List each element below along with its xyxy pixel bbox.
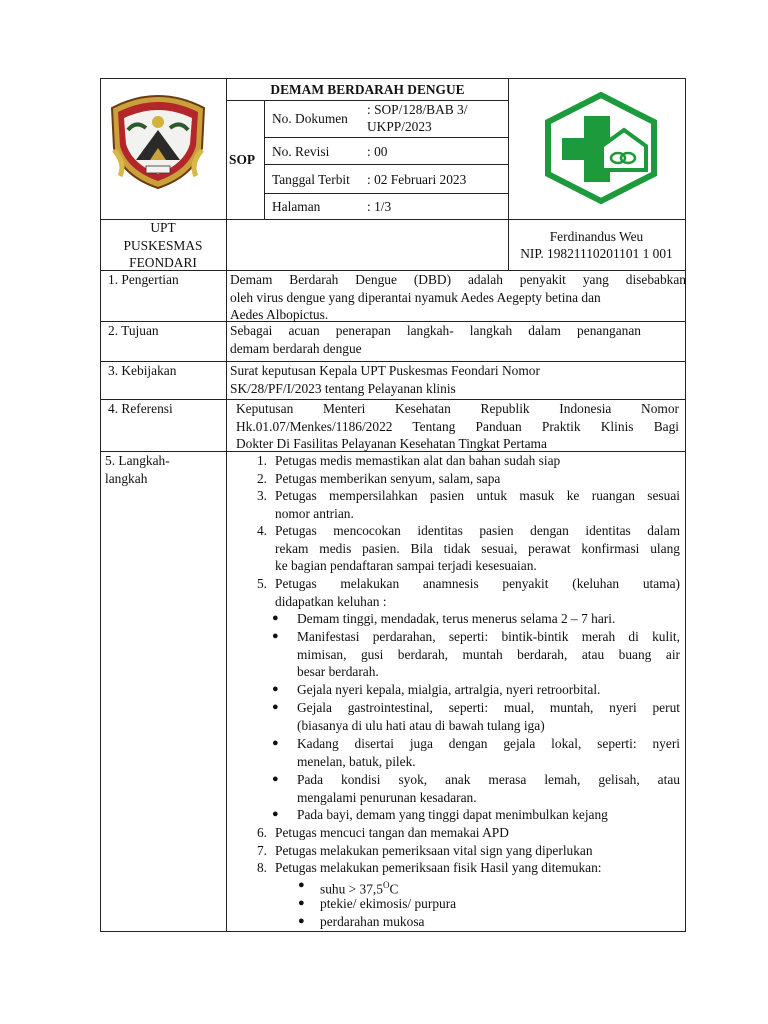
text-kebijakan bbox=[230, 362, 680, 397]
step-text: Petugas mencocokan identitas pasien dengan identitas dalam bbox=[275, 523, 680, 538]
label-referensi: 4. Referensi bbox=[108, 401, 173, 416]
bullet-text: besar berdarah. bbox=[297, 664, 379, 679]
field-value-no-dokumen-cont: UKPP/2023 bbox=[367, 119, 432, 134]
kebijakan-line-1: Surat keputusan Kepala UPT Puskesmas Feondari Nomor bbox=[230, 363, 540, 378]
step-text: didapatkan keluhan : bbox=[275, 593, 387, 609]
text-pengertian bbox=[230, 271, 686, 324]
signatory-name: Ferdinandus Weu bbox=[549, 229, 644, 244]
step-number: 2. bbox=[256, 471, 267, 486]
field-value-no-revisi: : 00 bbox=[367, 144, 388, 159]
bullet-text: perdarahan mukosa bbox=[320, 914, 425, 929]
step-number: 4. bbox=[256, 523, 267, 538]
step-number: 5. bbox=[256, 576, 267, 591]
referensi-line-3: Dokter Di Fasilitas Pelayanan Kesehatan Tingkat Pertama bbox=[236, 436, 547, 451]
label-tujuan: 2. Tujuan bbox=[108, 323, 159, 338]
step-text: ke bagian pendaftaran sampai terjadi kesesuaian. bbox=[275, 558, 537, 573]
bullet-text: suhu > 37,5 bbox=[320, 881, 383, 897]
step-text: Petugas mencuci tangan dan memakai APD bbox=[275, 825, 509, 840]
regional-emblem-logo bbox=[106, 90, 210, 190]
bullet-icon: ● bbox=[272, 612, 279, 624]
bullet-text: Gejala gastrointestinal, seperti: mual, muntah, nyeri perut bbox=[297, 700, 680, 715]
degree-sign: O bbox=[382, 880, 390, 890]
bullet-icon: ● bbox=[298, 915, 305, 927]
field-value-no-dokumen: : SOP/128/BAB 3/ bbox=[367, 102, 468, 117]
text-referensi bbox=[236, 400, 679, 453]
org-line-3: FEONDARI bbox=[129, 255, 197, 270]
step-text: Petugas melakukan pemeriksaan vital sign yang diperlukan bbox=[275, 843, 593, 858]
bullet-icon: ● bbox=[272, 701, 279, 713]
bullet-text: Pada kondisi syok, anak merasa lemah, gelisah, atau bbox=[297, 772, 680, 787]
field-label-tanggal-terbit: Tanggal Terbit bbox=[272, 172, 350, 187]
label-langkah-line-1: 5. Langkah- bbox=[105, 453, 170, 468]
referensi-line-1: Keputusan Menteri Kesehatan Republik Indonesia Nomor bbox=[236, 401, 679, 416]
bullet-text: ptekie/ ekimosis/ purpura bbox=[320, 896, 457, 911]
field-label-no-revisi: No. Revisi bbox=[272, 144, 330, 159]
signatory-nip: NIP. 19821110201101 1 001 bbox=[520, 246, 673, 261]
celsius-unit: C bbox=[389, 881, 399, 897]
referensi-line-2: Hk.01.07/Menkes/1186/2022 Tentang Panduan Praktik Klinis Bagi bbox=[236, 418, 679, 434]
org-line-1: UPT bbox=[150, 220, 176, 235]
kebijakan-line-2: SK/28/PF/I/2023 tentang Pelayanan klinis bbox=[230, 380, 456, 396]
document-title: DEMAM BERDARAH DENGUE bbox=[270, 82, 465, 97]
field-value-halaman: : 1/3 bbox=[367, 199, 392, 214]
step-text: Petugas memberikan senyum, salam, sapa bbox=[275, 471, 501, 486]
step-text: Petugas melakukan pemeriksaan fisik Hasil yang ditemukan: bbox=[275, 860, 602, 875]
step-text: Petugas medis memastikan alat dan bahan sudah siap bbox=[275, 453, 561, 468]
org-line-2: PUSKESMAS bbox=[123, 237, 203, 253]
pengertian-line-1: Demam Berdarah Dengue (DBD) adalah penyakit yang disebabkan bbox=[230, 272, 686, 287]
bullet-text: Manifestasi perdarahan, seperti: bintik-bintik merah di kulit, bbox=[297, 629, 680, 644]
step-number: 8. bbox=[256, 860, 267, 875]
step-number: 3. bbox=[256, 488, 267, 503]
step-text: Petugas mempersilahkan pasien untuk masuk ke ruangan sesuai bbox=[275, 488, 680, 503]
step-text: Petugas melakukan anamnesis penyakit (keluhan utama) bbox=[275, 576, 680, 591]
bullet-icon: ● bbox=[272, 737, 279, 749]
step-text: rekam medis pasien. Bila tidak sesuai, perawat konfirmasi ulang bbox=[275, 540, 680, 556]
step-number: 1. bbox=[256, 453, 267, 468]
bullet-icon: ● bbox=[272, 808, 279, 820]
bullet-text: mengalami penurunan kesadaran. bbox=[297, 789, 477, 805]
tujuan-line-2: demam berdarah dengue bbox=[230, 340, 362, 356]
bullet-text: mimisan, gusi berdarah, muntah berdarah, atau buang air bbox=[297, 646, 680, 662]
field-label-no-dokumen: No. Dokumen bbox=[272, 111, 348, 126]
bullet-icon: ● bbox=[298, 879, 305, 891]
label-langkah-line-2: langkah bbox=[105, 470, 148, 486]
pengertian-line-3: Aedes Albopictus. bbox=[230, 307, 329, 322]
text-tujuan bbox=[230, 322, 641, 357]
bullet-icon: ● bbox=[272, 773, 279, 785]
bullet-icon: ● bbox=[298, 897, 305, 909]
bullet-icon: ● bbox=[272, 683, 279, 695]
pengertian-line-2: oleh virus dengue yang diperantai nyamuk Aedes Aegepty betina dan bbox=[230, 289, 601, 305]
field-label-halaman: Halaman bbox=[272, 199, 321, 214]
bullet-text: (biasanya di ulu hati atau di bawah tulang iga) bbox=[297, 717, 545, 733]
bullet-text: Demam tinggi, mendadak, terus menerus selama 2 – 7 hari. bbox=[297, 611, 616, 626]
bullet-text: menelan, batuk, pilek. bbox=[297, 753, 416, 769]
label-pengertian: 1. Pengertian bbox=[108, 272, 179, 287]
bullet-icon: ● bbox=[272, 630, 279, 642]
bullet-text: Pada bayi, demam yang tinggi dapat menimbulkan kejang bbox=[297, 807, 608, 822]
sop-label: SOP bbox=[229, 152, 256, 167]
label-langkah bbox=[105, 452, 170, 487]
org-name bbox=[100, 219, 226, 272]
step-number: 7. bbox=[256, 843, 267, 858]
field-value-tanggal-terbit: : 02 Februari 2023 bbox=[367, 172, 467, 187]
step-text: nomor antrian. bbox=[275, 505, 354, 521]
step-number: 6. bbox=[256, 825, 267, 840]
bullet-text: Kadang disertai juga dengan gejala lokal, seperti: nyeri bbox=[297, 736, 680, 751]
tujuan-line-1: Sebagai acuan penerapan langkah- langkah dalam penanganan bbox=[230, 323, 641, 338]
puskesmas-logo bbox=[544, 92, 658, 204]
bullet-text: Gejala nyeri kepala, mialgia, artralgia, nyeri retroorbital. bbox=[297, 682, 601, 697]
label-kebijakan: 3. Kebijakan bbox=[108, 363, 177, 378]
